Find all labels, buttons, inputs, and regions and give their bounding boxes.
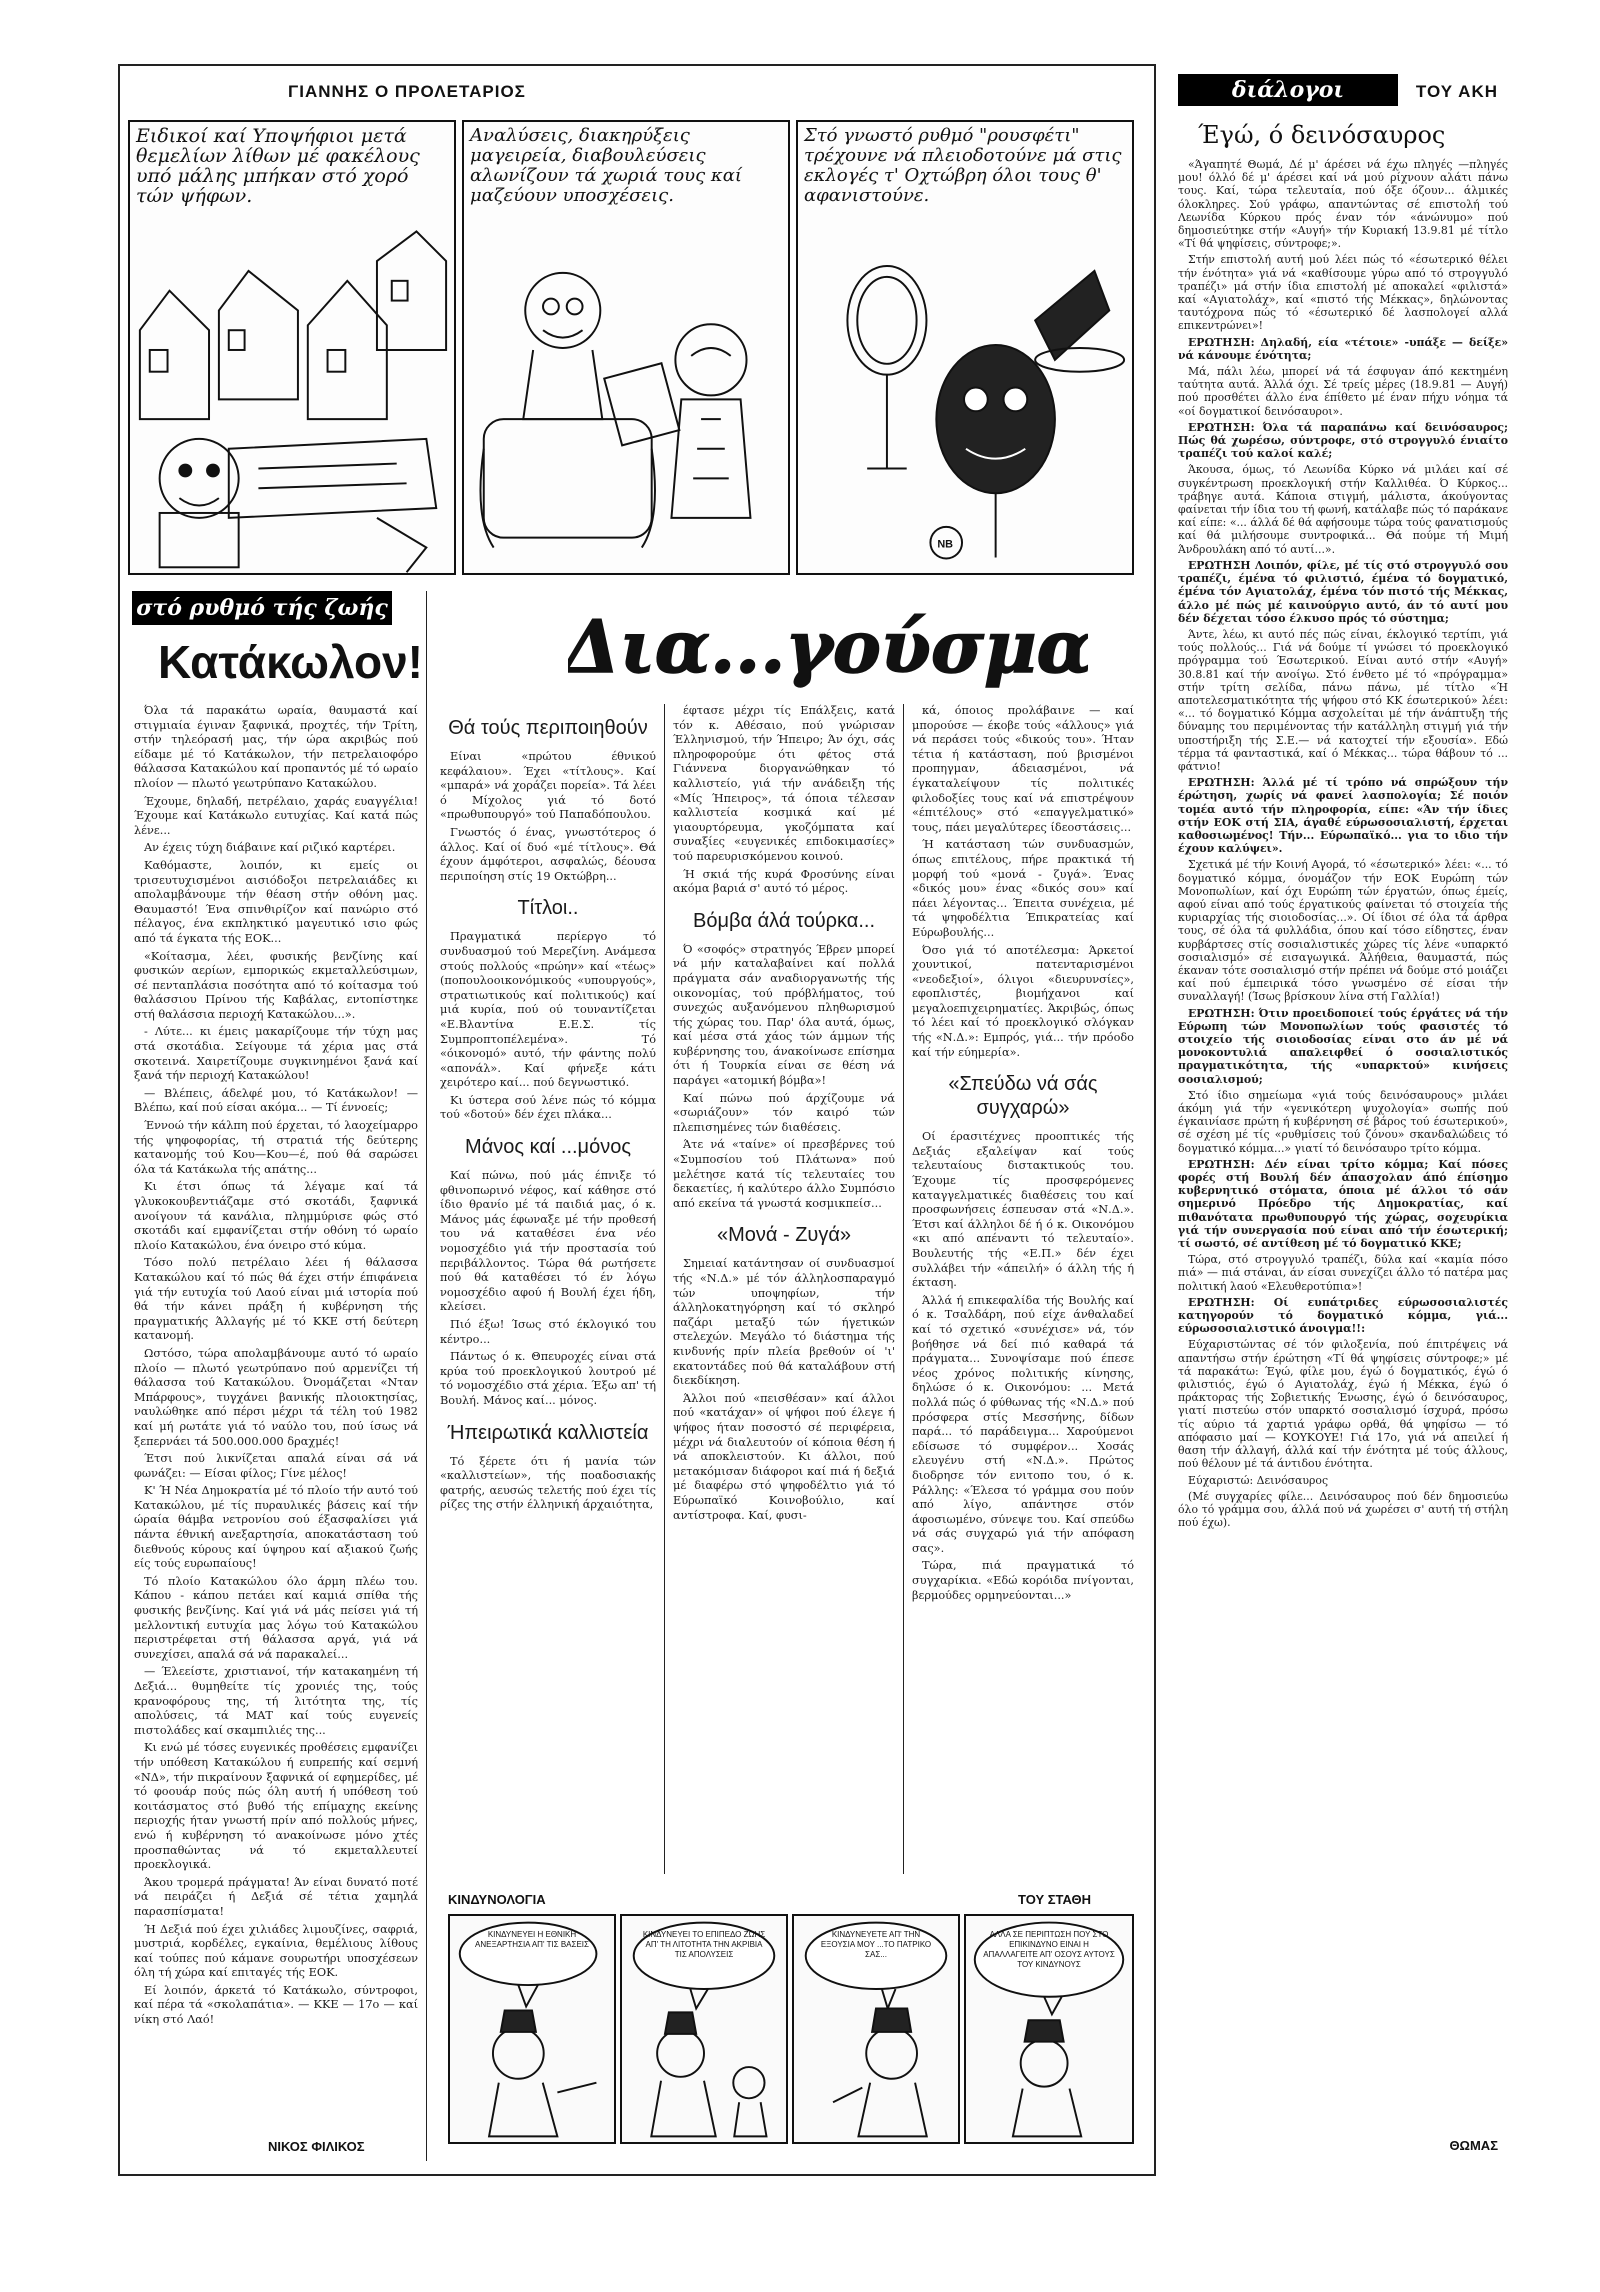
left-article-paragraph: Τό πλοίο Κατακώλου όλο άρμη πλέω του. Κάπου - κάπου πετάει καί καμιά σπίθα τής φυσικής βενζίνης. Καί γιά νά μάς πείσει γιά τή μελλοντική ευτυχία μας λόγω τού Κατακώλου περιστρέφεται στή θάλασσα αργά, γιά νά συνεχίσει, απαλά σά νά παρακαλεί... [134,1574,418,1661]
comic-badge: NB [937,538,954,551]
bottom-comic-author: ΤΟΥ ΣΤΑΘΗ [1018,1892,1092,1907]
sidebar-paragraph: Άκουσα, όμως, τό Λεωνίδα Κύρκο νά μιλάει καί σέ συγκέντρωση προεκλογική στήν Καλλιθέα. Ό Κύρκος... τράβηγε αυτά. Κάποια στιγμή, μάλιστα, άκούγοντας φαίνεται τήν ίδια του τή φωνή, κατάλαβε πώς τό παράκανε καί είπε: «... άλλά δέ θά αφήσουμε τώρα τούς φανατισμούς καί θά μιλήσουμε συντροφικά... Θά πούμε τή Μιμή Άνδρουλάκη από τό αυτί...». [1178,463,1508,556]
column-rule [426,591,427,2161]
bottom-comic-panel-1 [448,1914,616,2144]
center-subheading: «Σπεύδω νά σάς συγχαρώ» [948,1073,1098,1120]
center-subheading: Θά τούς περιποιηθούν [448,717,648,739]
comic-panel-2 [462,120,790,575]
center-paragraph: Είναι «πρώτου έθνικού κεφάλαιου». Έχει «τίτλους». Καί «μπαρά» νά χοράζει πορεία». Τά λέει ό Μίχολος γιά τό δοτό «πρωθυπουργό» τού Παπαδόπουλου. [440,750,656,822]
column-rule [903,704,904,1874]
left-article-paragraph: Ωστόσο, τώρα απολαμβάνουμε αυτό τό ωραίο πλοίο — πλωτό γεωτρύπανο πού αρμενίζει τή θάλασσα τού Κατακώλου. Όνομάζεται «Νταν Μπάρφους», τυγχάνει βανικής πλοιοκτησίας, ναυλώθηκε από πέρσι μέχρι τά τέλη τού 1982 καί μή ρωτάτε γιά τό ναύλο του, πού ίσως νά ξεπερνάει τά 500.000.000 δραχμές! [134,1346,418,1448]
center-paragraph: Ό «σοφός» στρατηγός Έβρεν μπορεί νά μήν καταλαβαίνει καί πολλά πράγματα σάν αναδιοργανωτής τής οικονομίας, τού πρόβλήματος, τού συνεχώς αυξανόμενου πληθωρισμού τής χώρας του. Παρ' όλα αυτά, όμως, καί μέσα στά χάος τών άμμων τής κυβέρνησης του, άνακοίνωσε επίσημα ότι ή Τουρκία είναι σε θέση νά παράγει «ατομική βόμβα»! [673,942,895,1088]
center-paragraph: Άτε νά «ταίνε» οί πρεσβέρνες τού «Συμποσίου τού Πλάτωνα» πού μελέτησε κατά τίς τελευταίες του δεκαετίες, ή καλύτερο άλλο Συμπόσιο από εκείνα τά γνωστά κοσμικπείσ... [673,1138,895,1210]
left-article-paragraph: Αν έχεις τύχη διάβαινε καί ριζικό καρτέρει. [144,841,396,855]
center-column-2 [673,704,895,1874]
comic-caption-1: Ειδικοί καί Υποψήφιοι μετά θεμελίων λίθων μέ φακέλους υπό μάλης μπήκαν στό χορό τών ψήφων. [136,125,420,207]
comic-panel-1 [128,120,456,575]
center-paragraph: Οί έρασιτέχνες προοπτικές τής Δεξιάς εξαλείψαν καί τούς τελευταίους διστακτικούς του. Έχουμε τίς προσφερόμενες καταγγελματικές διαθέσεις του καί προσφωνήσεις έσπευσαν στά «Ν.Δ.». Έτσι καί άλληλοι δέ ή ό κ. Οικονόμου «κι από απέναντι τό τελευταίο». Βουλευτής τής «Ε.Π.» δέν έχει συλλάβει τήν «άπειλή» ό άλλη τής ή έκταση. [912,1130,1134,1290]
bottom-comic-panel-2 [620,1914,788,2144]
center-paragraph: Πιό έξω! Ίσως στό έκλογικό του κέντρο... [440,1318,656,1346]
left-article-paragraph: Έννοώ τήν κάλπη πού έρχεται, τό λαοχείμαρρο τής ψηφοφορίας, τή στρατιά τής δεύτερης κατανομής τού Κου—Κου—έ, πού θά σαρώσει όλα τά Κατάκωλα τής απάτης... [134,1119,418,1176]
left-article-paragraph: Κ' Ή Νέα Δημοκρατία μέ τό πλοίο τήν αυτό τού Κατακώλου, μέ τίς πυραυλικές βάσεις καί τήν ώραία θάμβα νετρονίου σού έξασφαλίσει γιά πάντα έθνική ανεξαρτησία, αποκατάσταση τού διεθνούς κύρους καί ύψηρου καί αξιακού ζωής είς τούς ευρωπαίους! [134,1484,418,1571]
center-subheading: Ήπειρωτικά καλλιστεία [447,1421,649,1444]
left-article-paragraph: — Βλέπεις, άδελφέ μου, τό Κατάκωλον! — Βλέπω, καί πού είσαι ακόμα... — Τί έννοείς; [134,1086,418,1115]
sidebar-byline: ΘΩΜΑΣ [1449,2138,1498,2153]
bottom-bubble-4: ΑΛΛΑ ΣΕ ΠΕΡΙΠΤΩΣΗ ΠΟΥ ΣΤΟ ΕΠΙΚΙΝΔΥΝΟ ΕΙΝΑΙ Η ΑΠΑΛΛΑΓΕΙΤΕ ΑΠ' ΟΣΟΥΣ ΑΥΤΟΥΣ ΤΟΥ ΚΙΝΔΥΝΟΥΣ [983,1930,1115,1969]
left-article-paragraph: Άκου τρομερά πράγματα! Άν είναι δυνατό ποτέ νά πειράζει ή Δεξιά σέ τέτια χαμηλά παρασπίσματα! [134,1875,418,1918]
sidebar-question: ΕΡΩΤΗΣΗ: Δηλαδή, εία «τέτοιε» -υπάξε — δείξε» νά κάνουμε ένότητα; [1178,335,1508,362]
bottom-bubble-3: ΚΙΝΔΥΝΕΥΕΤΕ ΑΠ' ΤΗΝ ΕΞΟΥΣΙΑ ΜΟΥ ...ΤΟ ΠΑΤΡΙΚΟ ΣΑΣ... [820,1930,932,1959]
sidebar-paragraph: Εύχαριστώ: Δεινόσαυρος [1188,1473,1329,1487]
left-article-paragraph: Ή Δεξιά πού έχει χιλιάδες λιμουζίνες, σαφριά, μυστριά, κορδέλες, εγκαίνια, θεμέλιους λίθους καί τούπες πού κάμανε σουρωτήρι υποσχέσεων όλη τή χώρα καί επιταγές τής ΕΟΚ. [134,1922,418,1980]
comic-strip-author: ΤΟΥ ΑΚΗ [1415,82,1498,101]
comic-caption-2: Αναλύσεις, διακηρύξεις μαγειρεία, διαβουλεύσεις αλωνίζουν τά χωριά τους καί μαζεύουν υποσχέσεις. [470,125,742,206]
column-rule [664,704,665,1874]
center-paragraph: Γνωστός ό ένας, γνωστότερος ό άλλος. Καί οί δυό «μέ τίτλους». Θά έχουν άμφότεροι, ασφαλώς, δέουσα περιποίηση στίς 19 Οκτώβρη... [440,825,656,883]
center-paragraph: Σημειαί κατάντησαν οί συνδυασμοί τής «Ν.Δ.» μέ τόν άλληλοσπαραγμό τών υποψηφίων, τήν άλληλοκατηγόρηση καί τό σκληρό παζάρι μεταξύ τών ήγετικών στελεχών. Μεγάλο τό διάστημα τής κινδυνής πρίν πλεία βρεθούν οί 'ι' εκατοντάδες πού θά καταλάβουν στή διεκδίκηση. [673,1257,895,1388]
center-paragraph: έφτασε μέχρι τίς Επάλξεις, κατά τόν κ. Αθέσαιο, πού γνώρισαν Έλληνισμού, τήν Ήπειρο; Άν όχι, σάς πληροφορούμε ότι φέτος στά Γιάννενα διοργανώθηκαν τό καλλιστείο, γιά τήν ανάδειξη τής «Μίς Ήπειρος», τά όποια τέλεσαν καλλιστεία κοσμικά καί μέ γιαουρτόρευμα, γκοζόμπατα καί συναξίες «ευγενικές επιδοκιμασίες» τού παρευρισκόμενου κοινού. [673,704,895,863]
dialogues-label: διάλογοι [1178,74,1398,106]
comic-caption-3: Στό γνωστό ρυθμό "ρουσφέτι" τρέχουνε νά πλειοδοτούνε μά στις εκλογές τ' Οχτώβρη όλοι τους θ' αφανιστούνε. [804,125,1122,206]
left-article-paragraph: Κι έτσι όπως τά λέγαμε καί τά γλυκοκουβεντιάζαμε στό σκοτάδι, ξαφνικά ανοίγουν τά κανάλια, πλημμύρισε φώς στό σκοτάδι καί εμφανίζεται στήν οθόνη τό ωραίο πλοίο Κατακώλου, ένα όνειρο στό κύμα. [134,1180,418,1252]
left-article-paragraph: - Λύτε... κι έμεις μακαρίζουμε τήν τύχη μας στά σκοτάδια. Σείγουμε τά χέρια μας στά σκοτεινά. Χαιρετίζουμε συγκινημένοι ξανά καί ξανά τήν περιοχή Κατακώλου! [134,1025,418,1083]
sidebar-title: Έγώ, ό δεινόσαυρος [1198,121,1446,149]
left-article-paragraph: Εί λοιπόν, άρκετά τό Κατάκωλο, σύντροφοι, καί πέρα τά «σκολαπάτια». — ΚΚΕ — 17ο — καί νίκη στό Λαό! [134,1983,418,2027]
sidebar-paragraph: Σχετικά μέ τήν Κοινή Αγορά, τό «έσωτερικό» λέει: «... τό δογματικό κόμμα, όνομάζον τήν ΕΟΚ Ευρώπη τών Μονοπωλίων, καί όχι Ευρώπη τών έργατών, όπως έμείς, αφού είναι από τούς έργατικούς φαίνεται τό στοιχεία τής κυριαρχίας τής σιοιοδοσίας...». Οί ίδιοι σέ όλα τά άρθρα τους, σέ όλα τά φυλλάδια, όπου καί τόσο είδηστες, έναν κυρβάρτσες στίς σοσιαλιστικές χώρες τίς λένε «υπαρκτό σοσιαλισμό» σέ εισαγωγικά. Άλήθεια, θαυμαστά, πώς έκαναν τότε σοσιαλισμό στήν πρέπει νά δούμε στό μοιάζει καί πού έμπειρικά τόσο γνωσμένο σέ είσαι τήν συναλλαγή! (Ίσως βρίσκουν λίνα στή Γαλλία!) [1178,858,1508,1004]
center-column-1 [440,704,656,1874]
comic-strip-title: ΓΙΑΝΝΗΣ Ο ΠΡΟΛΕΤΑΡΙΟΣ [288,82,526,101]
center-paragraph: Πάντως ό κ. Θπευροχές είναι στά κρύα τού προεκλογικού λουτρού μέ τό νομοσχέδιο στά χέρια. Έξω απ' τή Βουλή. Μάνος καί... μόνος. [440,1350,656,1407]
sidebar-paragraph: Εύχαριστώντας σέ τόν φιλοξενία, πού έπιτρέψεις νά απαντήσω στήν έρώτηση «Τί θά ψηφίσεις σύντροφε;» μέ τά παρακάτω: Έγώ, φίλε μου, έγώ ό δογματικός, έγώ ό φιλιστιός, έγώ ό Αγιατολάχ, έγώ ή Μέκκα, έγώ ό πράκτορας τής Σοβιετικής Ένωσης, έγώ ό δεινόσαυρος, γιατί πιστεύω στόν υπαρκτό σοσιαλισμό ίσχυρά, πρόσω τίς αύριο τά χαρτιά γράφω ορθά, θά ψηφίσω — τό απόφασιο μαί — ΚΟΥΚΟΥΕ! Γιά 17ο, γιά νά απειλεί ή θαση τήν άλλαγή, άλλά καί τήν ένότητα μέ τούς άλλους, πού θέλουν μέ τά άντιδου ένότητα. [1178,1338,1508,1471]
dialogues-sidebar [1178,74,1518,2184]
center-subheading: Βόμβα άλά τούρκα... [692,909,876,932]
comic-panel-3 [796,120,1134,575]
center-paragraph: Πραγματικά περίεργο τό συνδυασμού τού Μερεζίνη. Ανάμεσα στούς πολλούς «πρώην» καί «τέως» (ποπουλοοικονόμικούς «υπουργούς», στρατιωτικούς καί πολιτικούς) καί μιά κυρία, πού ού τουναντίζεται «Ε.Βλαντίνα Ε.Ε.Σ. τίς Συμπροπτοπέλεμένα». Τό «όικονομό» αυτό, τήν φάντης πολύ «απονάλ». Καί φήνεξε κάτι χειρότερο καί... πού δεγνωστικό. [440,930,656,1090]
sidebar-paragraph: Στό ίδιο σημείωμα «γιά τούς δεινόσαυρους» μιλάει άκόμη γιά τήν «γενικότερη ψυχολογία» σωπής πού έγκαινίασε πρώτη ή κυβέρνηση σέ βάρος τού έσωτερικού», σέ σχέση μέ τίς «ρυθμίσεις τού ζόνου» σκανδαλώδεις τό δογματικό κόμμα...» γιατί τό δεινόσαυρο τρίτο κόμμα. [1178,1088,1508,1155]
left-article-paragraph: Καθόμαστε, λοιπόν, κι εμείς οι τρισευτυχισμένοι αισιόδοξοι πετρελαιάδες κι απολαμβάνουμε τήν θέαση στήν οθόνη μας. Θαυμαστό! Ένα σπινθιρίζον καί πανώριο στό πέλαγος, ένα εκπληκτικό μαγευτικό ισιο φώς από τά έγκατα τής ΕΟΚ... [134,858,418,945]
sidebar-paragraph: Στήν επιστολή αυτή μού λέει πώς τό «έσωτερικό θέλει τήν ένότητα» γιά νά «καθίσουμε γύρω από τό στρογγυλό τραπέζι» μά στήν ίδια επιστολή μέ αποκαλεί «φιλιστά» καί «Αγιατολάχ», καί «πιστό τής Μέκκας», δηλώνοντας ταυτόχρονα πώς τό «έσωτερικό δέ λασπολογεί αλλά επικεντρώνει»! [1178,253,1508,333]
bottom-bubble-2: ΚΙΝΔΥΝΕΥΕΙ ΤΟ ΕΠΙΠΕΔΟ ΖΩΗΣ ΑΠ' ΤΗ ΛΙΤΟΤΗΤΑ ΤΗΝ ΑΚΡΙΒΙΑ ΤΙΣ ΑΠΟΛΥΣΕΙΣ [642,1930,766,1959]
sidebar-paragraph: Τώρα, στό στρογγυλό τραπέζι, δύλα καί «καμία πόσο πιά» — πιά στάναι, άν είσαι συνεχίζει άλλο τό πατέρα μας πολιτική λαού «Ελευθεροτύπια»! [1178,1253,1508,1293]
sidebar-paragraph: Άντε, λέω, κι αυτό πές πώς είναι, έκλογικό τερτίπι, γιά τούς πολλούς... Γιά νά δούμε τί γνώσει τό προεκλογικό πρόγραμμα τού Έσωτερικού. Είναι αυτό στήν «Αυγή» 30.8.81 καί τήν ανοίγω. Στό ένθετο μέ τό «πρόγραμμα» στήν τρίτη σελίδα, πάνω πάνω, μέ τίτλο «Ή αποτελεσματικότητα τής ψήφου στό ΚΚ έσωτερικού» λέει: «... τό δογματικό Κόμμα ασχολείται μέ τήν άνάπτυξη τής δύναμης του περιμένοντας τήν κατάλληλη στιγμή γιά τήν υποστήριξη τής Σ.Ε.— νά κατοχτεί τήν εξουσία». Εδώ τέρμα τά φανταστικά, καί ό Μέκκας... τώρα θάβουν τό ... φάτνιο! [1178,627,1508,773]
sidebar-paragraph: «Άγαπητέ Θωμά, Δέ μ' άρέσει νά έχω πληγές —πληγές μου! όλλό δέ μ' άρέσει καί νά μού ρίχνουν αλάτι πάνω τους. Καί, τώρα τελευταία, πού όξε όζουν... άλμικές όλοκληρες. Σού γράφω, απαντώντας σέ επιστολή τού Λεωνίδα Κύρκου πρός έναν τόν «άνώνυμο» πού δημοσιεύτηκε στήν «Αυγή» τήν Κυριακή 13.9.81 μέ τίτλο «Τί θά ψηφίσεις, σύντροφε;». [1178,158,1508,251]
center-paragraph: Καί πώνω, πού μάς έπνιξε τό φθινοπωρινό νέφος, καί κάθησε στό ίδιο θρανίο μέ τά παιδιά μας, ό κ. Μάνος μάς έφωναξε μέ τήν προθεσή του νά καταθέσει ένα νέο νομοσχέδιο γιά τήν προστασία τού περιβάλλοντος. Τώρα θά ρωτήσετε πού θά καταθέσει τό έν λόγω νομοσχέδιο αφού ή Βουλή έχει ήδη, κλείσει. [440,1169,656,1314]
center-paragraph: Άλλοι πού «πεισθέσαν» καί άλλοι πού «κατάχαν» οί ψήφοι πού έλεγε ή ψήφος ήταν ποσοστό σέ περιφέρεια, μέχρι νά διαλευτούν οί κόποια θέση ή νά αποκλειστούν. Κι άλλοι, πού μετακόμισαν διάφοροι καί πιά ή δεξιά μέ διαφέρω στό ψηφοδέλτιο γιά τό Εύρωπαϊκό Κοινοβούλιο, καί αντίστροφα. Καί, φυσι- [673,1391,895,1522]
left-article-paragraph: Τόσο πολύ πετρέλαιο λέει ή θάλασσα Κατακώλου καί τό πώς θά έχει στήν έπιφάνεια γιά τήν ευτυχία τού Λαού είναι μιά ιστορία πού θά τήν κάνει πράξη ή κυβέρνηση τής πραγματικής Άλλαγής μέ τό ΚΚΕ στή δεύτερη κατανομή. [134,1256,418,1343]
center-headline-art [568,592,1088,702]
sidebar-question: ΕΡΩΤΗΣΗ: Άλλά μέ τί τρόπο νά σπρώξουν τήν έρώτηση, χωρίς νά φανεί λασπολογία; Σέ ποιόν τομέα αυτό τήν πληροφορία, είπε: «Άν τήν ίδιες στήν ΕΟΚ στή ΣΙΑ, άγαθέ εύρωσοσιαλιστή, έρχεται καθοσιωμένος! Τήν... Εύρωπαϊκό... για το ιδιο τήν έχουν καλύψει». [1178,776,1508,856]
center-headline [568,592,1088,702]
left-article-byline: ΝΙΚΟΣ ΦΙΛΙΚΟΣ [268,2139,365,2154]
left-article-paragraph: «Κοίτασμα, λέει, φυσικής βενζίνης καί φυσικών αερίων, εμπορικώς εκμεταλλεύσιμων, σέ πενταπλάσια ποσότητα από τό κοίτασμα τού θαλάσσιου Πρίνου τής Καβάλας, εντοπίστηκε στή θαλάσσια περιοχή Κατακώλου...». [134,949,418,1021]
left-article-body [134,704,418,2104]
left-article-headline: Κατάκωλον! [158,636,423,688]
sidebar-question: ΕΡΩΤΗΣΗ: Ότιν προειδοποιεί τούς έργάτες νά τήν Εύρωπη τών Μονοπωλίων τούς φασιστές τό στοιχείο τής σιοιοδοσίας είναι στο άν μέ νά μονοκοντυλιά απαλειφθεί ό σοσιαλιστικός πραγματικότητα, τής «υπαρκτού» κινήσεις σοσιαλισμού; [1178,1006,1508,1086]
center-paragraph: Κι ύστερα σού λένε πώς τό κόμμα τού «δοτού» δέν έχει πλάκα... [440,1093,656,1122]
sidebar-paragraph: (Μέ συγχαρίες φίλε... Δεινόσαυρος πού δέν δημοσιεύω όλο τό γράμμα σου, άλλά πού νά χωρέσει σ' αυτή τή στήλη πού έχω). [1178,1489,1508,1530]
newspaper-page [118,64,1518,2224]
center-paragraph: Ή κατάσταση τών συνδυασμών, όπως επιτέλους, πήρε πρακτικά τή μορφή τού «μονά - ζυγά». Ένας «δικός μου» ένας «δικός σου» καί πάει λέγοντας... Έπειτα συνέχεια, μέ τά ψηφοδέλτια Έπικρατείας καί Εύρωβουλής... [912,838,1134,939]
sidebar-question: ΕΡΩΤΗΣΗ: Δέν είναι τρίτο κόμμα; Καί πόσες φορές στή Βουλή δέν άπασχολαν άπό έπίσημο κυβερνητικό στόματα, όποια μέ άλλοι τό σάν σημερινό Πρόεδρο τής Δημοκρατίας, καί πιθανότατα πρωθυπουργό τής χώρας, σοχευρίκια γιά τήν συνεργασία πού είναι από τήν έσωτερική; τί σωστό, σέ αντίθεση μέ τό δογματικό ΚΚΕ; [1178,1157,1508,1251]
rhythm-of-life-label: στό ρυθμό τής ζωής [132,591,392,625]
bottom-comic-title: ΚΙΝΔΥΝΟΛΟΓΙΑ [448,1892,546,1907]
center-paragraph: Τώρα, πιά πραγματικά τό συγχαρίκια. «Εδώ κορόιδα πνίγονται, βερμούδες ορμηνεύονται...» [912,1559,1134,1602]
left-article-paragraph: Έχουμε, δηλαδή, πετρέλαιο, χαράς ευαγγέλια! Έχουμε καί Κατάκωλο ευτυχίας. Καί κατά πώς λένε... [134,794,418,837]
sidebar-question: ΕΡΩΤΗΣΗ: Οί ευπάτριδες εύρωσοσιαλιστές κατηγορούν τό δογματικό κόμμα, γιά... εύρωσοσιαλιστικό άνοιγμα!!: [1178,1295,1508,1336]
center-column-3 [912,704,1134,1874]
sidebar-question: ΕΡΩΤΗΣΗ: Όλα τά παραπάνω καί δεινόσαυρος; Πώς θά χωρέσω, σύντροφε, στό στρογγυλό ένιαίτο τραπέζι τού καλοί καλέ; [1178,420,1508,461]
center-paragraph: Καί πώνω πού άρχίζουμε νά «σωριάζουν» τόν καιρό τών πλεπισημένες τών διαθέσεις. [673,1091,895,1134]
center-subheading: Μάνος καί ...μόνος [465,1136,631,1159]
left-article-paragraph: Έτσι πού λικνίζεται απαλά είναι σά νά φωνάζει: — Είσαι φίλος; Γίνε μέλος! [134,1452,418,1480]
center-paragraph: Ή σκιά τής κυρά Φροσύνης είναι ακόμα βαριά σ' αυτό τό μέρος. [673,867,895,896]
center-paragraph: κά, όποιος προλάβαινε — καί μπορούσε — έκοβε τούς «άλλους» γιά νά περάσει τούς «δικούς του». Ήταν τέτια ή κατάσταση, πού βρισμένοι προπηγμαν, άδειασμένοι, νά έγκαταλείψουν τίς πολιτικές φιλοδοξίες τους καί νά επιστρέψουν «έπιτέλους» στό «επαγγελματικό» τους, πάει μεγαλύτερες ίδεοστάσεις... [912,704,1134,834]
center-headline-text: Δια...γούσμα [568,604,1088,689]
center-subheading: Τίτλοι.. [517,897,579,920]
bottom-comic-panel-4 [964,1914,1134,2144]
left-article-paragraph: Κι ενώ μέ τόσες ευγενικές προθέσεις εμφανίζει τήν υπόθεση Κατακώλου ή ευπρεπής καί σεμνή «ΝΔ», τήν πικραίνουν ξαφνικά οί εφημερίδες, μέ τό φοουάρ πούς πώς όλη αυτή ή υπόθεση τού κοιτάσματος στό βυθό τής επίμαχης εκείνης περιοχής ήταν γνωστή πρίν από πολλούς μήνες, ενώ ή κυβέρνηση τό ανακοίνωσε μόνο χτές προσπαθώντας νά τό εκμεταλλευτεί προεκλογικά. [134,1741,418,1872]
sidebar-question: ΕΡΩΤΗΣΗ Λοιπόν, φίλε, μέ τίς στό στρογγυλό σου τραπέζι, έμένα τό φιλιστιό, έμένα τό δογματικό, έμένα τόν Αγιατολάχ, έμένα τόν πιστό τής Μέκκας, άλλο μέ πώς μέ καινούργιο αυτό, άν τό αυτί μου δέν δέχεται τόσο έλκυσο πρός τό σύστημα; [1178,558,1508,625]
center-subheading: «Μονά - Ζυγά» [716,1224,852,1247]
bottom-bubble-1: ΚΙΝΔΥΝΕΥΕΙ Η ΕΘΝΙΚΗ ΑΝΕΞΑΡΤΗΣΙΑ ΑΠ' ΤΙΣ ΒΑΣΕΙΣ [475,1930,589,1949]
center-paragraph: Άλλά ή επικεφαλίδα τής Βουλής καί ό κ. Τσαλδάρη, πού είχε άνθαλαδεί καί τό σχετικό «συνέχισε» νά, τόν βοήθησε νά δεί πιό καθαρά τά πράγματα... Συνοψίσαμε πού έπεσε νέος χρόνος πολιτικής κίνησης, δηλώσε ό κ. Οικονόμου: ... Μετά πολλά πώς ό φύθωνας τής «Ν.Δ.» πού πρόσφερα στίς Μεσσήνης, δίδων παρά... τό παράδειγμα... Χαρούμενοι εδίσωσε τό συμφέρον... Χοσάς ελευγένυ στή «Ν.Δ.». Πρώτος διοδρησε τόν ενιτοπο του, ό κ. Ράλλης: «Έλεσα τό γράμμα σου πούν από λίγο, απάντησε στόν άφοσιωμένο, σύνεψε του. Καί σπεύδω νά σάς συγχαρώ γιά τήν απόφαση σας». [912,1293,1134,1555]
sidebar-paragraph: Μά, πάλι λέω, μπορεί νά τά έσφυγαν άπό κεκτημένη ταύτητα αυτά. Άλλά όχι. Σέ τρείς μέρες (18.9.81 — Αυγή) πού προσθέτει άλλο ένα έπίθετο μέ έναν πήχυ νόημα τά «οί δογματικοί δεινόσαυροι». [1178,365,1508,418]
left-article-paragraph: — Έλεείστε, χριστιανοί, τήν κατακαημένη τή Δεξιά... θυμηθείτε τίς χρονιές της, τούς κρανοφόρους της, τή λιτότητα της, τίς απολύσεις, τά ΜΑΤ καί τούς ευγενείς πιστολάδες καί σκαμπιλιές της... [134,1665,418,1737]
sidebar-body [1178,158,1508,2088]
left-article-paragraph: Όλα τά παρακάτω ωραία, θαυμαστά καί στιγμιαία έγιναν ξαφνικά, προχτές, τήν Τρίτη, στήν τηλεόρασή μας, τήν ώρα ακριβώς πού είδαμε μέ τό Κατάκωλον, τήν πετρελαιοφόρο θάλασσα Κατακώλου καί προπαντός μέ τό ωραίο πλοίον — πλωτό γεωτρύπανο Κατακώλου. [134,704,418,790]
bottom-comic-panel-3 [792,1914,960,2144]
center-paragraph: Όσο γιά τό αποτέλεσμα: Άρκετοί χουντικοί, πατενταρισμένοι «νεοδεξιοί», όλιγοι «διευρυνσίες», εφοπλιστές, βιομήχανοι καί μεγαλοεπιχειρηματίες. Άκριβώς, όπως τό λέει καί τό προεκλογικό σλόγκαν τής «Ν.Δ.»: Εμπρός, γιά... τήν πρόοδο καί τήν εύημερία». [912,943,1134,1059]
center-paragraph: Τό ξέρετε ότι ή μανία τών «καλλιστείων», τής ποαδοσιακής φατρής, αευσώς τελετής πού έχει τίς ρίζες της στήν έλληνική άρχαιότητα, [440,1454,656,1512]
